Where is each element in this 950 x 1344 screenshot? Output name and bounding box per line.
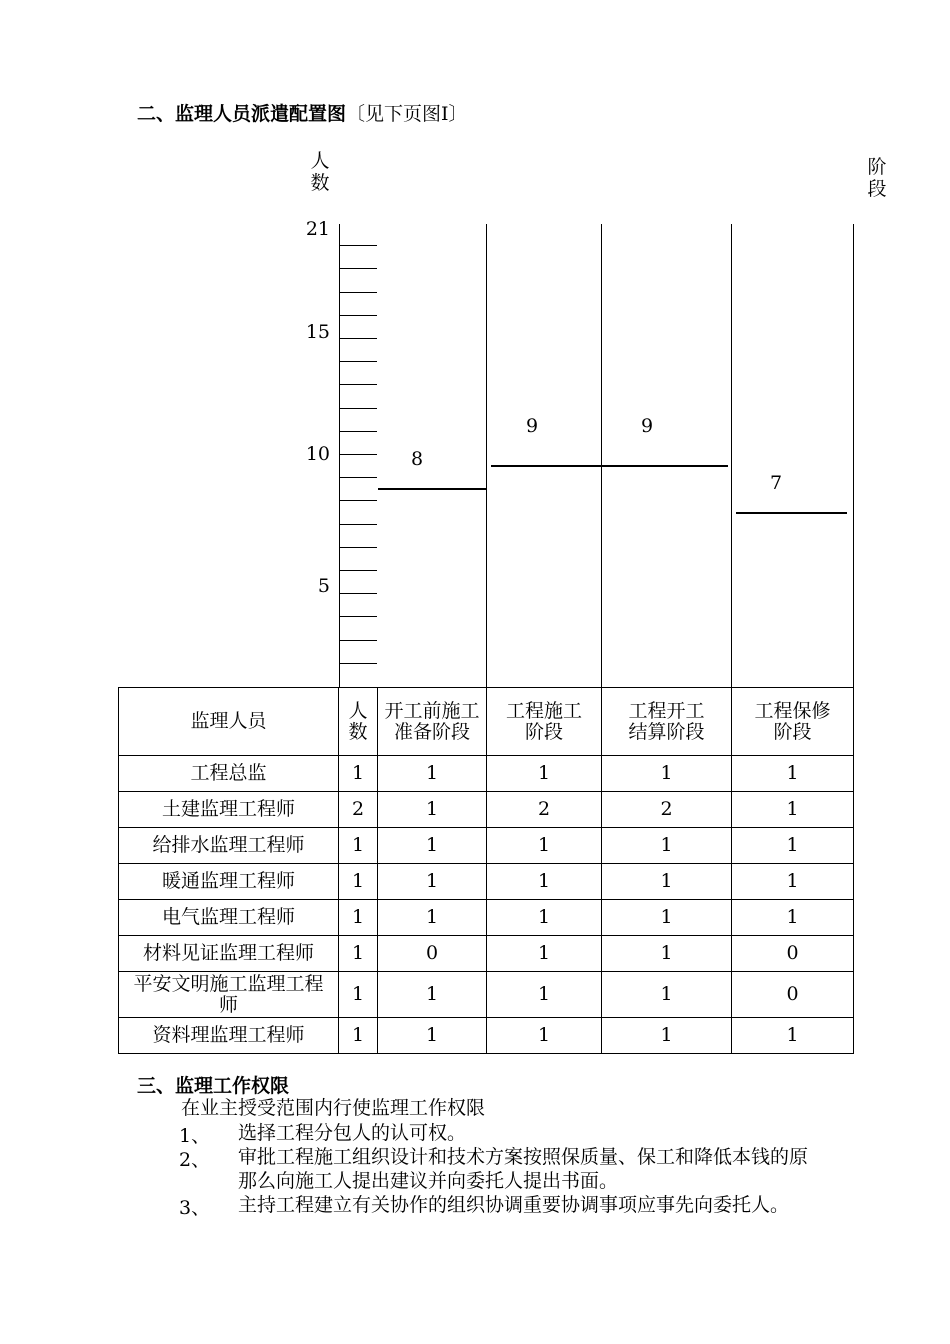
- table-cell: 1: [378, 756, 487, 792]
- table-row-role: 工程总监: [119, 756, 339, 792]
- chart-tick: [339, 593, 377, 594]
- table-cell: 1: [378, 972, 487, 1018]
- table-cell: 0: [378, 936, 487, 972]
- chart-tick-label: 5: [317, 575, 330, 597]
- table-cell: 2: [602, 792, 732, 828]
- chart-ylabel: [308, 150, 332, 194]
- chart-tick: [339, 431, 377, 432]
- chart-tick: [339, 384, 377, 385]
- chart-tick: [339, 477, 377, 478]
- table-cell: 1: [487, 1018, 602, 1054]
- table-cell: 1: [732, 900, 854, 936]
- table-row-role: 暖通监理工程师: [119, 864, 339, 900]
- table-cell: 1: [602, 900, 732, 936]
- table-header-row: [119, 688, 854, 756]
- chart-bar: [491, 465, 601, 467]
- list-item: [179, 1145, 829, 1193]
- table-row-role: 材料见证监理工程师: [119, 936, 339, 972]
- chart-data-label: 8: [410, 448, 424, 470]
- table-cell: 1: [602, 756, 732, 792]
- table-cell: 1: [378, 1018, 487, 1054]
- chart-xlabel: [865, 156, 889, 200]
- staff-table: [118, 687, 854, 1054]
- chart-tick-label: 15: [305, 321, 330, 343]
- section-heading-2-title: 二、监理人员派遣配置图: [137, 103, 347, 125]
- chart-tick: [339, 570, 377, 571]
- table-cell: 1: [339, 900, 378, 936]
- table-header-cell: 工程施工阶段: [487, 688, 602, 756]
- table-cell: 1: [339, 864, 378, 900]
- table-row: [119, 900, 854, 936]
- list-item-text: 审批工程施工组织设计和技术方案按照保质量、保工和降低本钱的原那么向施工人提出建议并向委托人提出书面。: [238, 1146, 809, 1192]
- table-row-role: 土建监理工程师: [119, 792, 339, 828]
- chart-ylabel-text: 人数: [310, 150, 330, 194]
- chart-divider-line: [601, 224, 602, 688]
- table-cell: 1: [602, 936, 732, 972]
- table-cell: 1: [378, 828, 487, 864]
- list-item-text: 主持工程建立有关协作的组织协调重要协调事项应事先向委托人。: [238, 1194, 790, 1216]
- table-row: [119, 1018, 854, 1054]
- table-cell: 1: [732, 1018, 854, 1054]
- table-cell: 0: [732, 936, 854, 972]
- table-cell: 1: [339, 1018, 378, 1054]
- table-row-role: 给排水监理工程师: [119, 828, 339, 864]
- table-row: [119, 792, 854, 828]
- table-cell: 1: [732, 828, 854, 864]
- chart-divider-line: [731, 224, 732, 688]
- table-header-cell: 人数: [339, 688, 378, 756]
- permission-list: [179, 1121, 829, 1241]
- list-item-number: 3、: [179, 1197, 211, 1219]
- chart-bar: [378, 488, 486, 490]
- table-cell: 1: [732, 756, 854, 792]
- chart-tick-label: 21: [305, 218, 330, 240]
- list-item-number: 2、: [179, 1149, 211, 1171]
- table-cell: 1: [602, 1018, 732, 1054]
- chart-tick: [339, 616, 377, 617]
- list-item: [179, 1193, 829, 1241]
- list-item-number: 1、: [179, 1125, 211, 1147]
- chart-tick: [339, 408, 377, 409]
- chart-divider-line: [853, 224, 854, 688]
- chart-tick-label: 10: [305, 443, 330, 465]
- table-cell: 1: [487, 756, 602, 792]
- table-cell: 1: [487, 864, 602, 900]
- table-cell: 2: [487, 792, 602, 828]
- list-item: [179, 1121, 829, 1145]
- section-heading-3: 三、监理工作权限: [137, 1075, 290, 1097]
- table-cell: 1: [339, 972, 378, 1018]
- table-cell: 1: [378, 900, 487, 936]
- chart-bar: [601, 465, 728, 467]
- table-cell: 2: [339, 792, 378, 828]
- table-cell: 1: [378, 864, 487, 900]
- list-item-text: 选择工程分包人的认可权。: [238, 1122, 467, 1144]
- table-cell: 1: [602, 828, 732, 864]
- chart-tick: [339, 292, 377, 293]
- table-body: [119, 756, 854, 1054]
- table-cell: 1: [602, 972, 732, 1018]
- chart-tick: [339, 268, 377, 269]
- chart-tick: [339, 361, 377, 362]
- chart-tick: [339, 315, 377, 316]
- chart-y-axis: [339, 224, 340, 688]
- table-row-role: 资料理监理工程师: [119, 1018, 339, 1054]
- chart-divider-line: [486, 224, 487, 688]
- table-cell: 1: [487, 828, 602, 864]
- table-row: [119, 828, 854, 864]
- table-row: [119, 864, 854, 900]
- table-header-cell: 工程保修阶段: [732, 688, 854, 756]
- chart-data-label: 9: [640, 415, 654, 437]
- chart-tick: [339, 500, 377, 501]
- section-heading-2-note: 〔见下页图Ⅰ〕: [346, 103, 468, 125]
- table-row: [119, 972, 854, 1018]
- chart-tick: [339, 524, 377, 525]
- table-header-cell: 开工前施工准备阶段: [378, 688, 487, 756]
- chart-tick: [339, 454, 377, 455]
- table-cell: 1: [378, 792, 487, 828]
- table-cell: 1: [487, 900, 602, 936]
- chart-tick: [339, 547, 377, 548]
- table-row-role: 电气监理工程师: [119, 900, 339, 936]
- chart-tick: [339, 640, 377, 641]
- table-cell: 1: [339, 936, 378, 972]
- table-cell: 1: [487, 972, 602, 1018]
- table-cell: 1: [732, 864, 854, 900]
- chart-tick: [339, 663, 377, 664]
- chart-xlabel-text: 阶段: [867, 156, 887, 200]
- table-cell: 1: [339, 828, 378, 864]
- table-cell: 1: [487, 936, 602, 972]
- table-row-role: 平安文明施工监理工程师: [119, 972, 339, 1018]
- table-cell: 1: [732, 792, 854, 828]
- chart-data-label: 7: [769, 472, 783, 494]
- table-row: [119, 756, 854, 792]
- chart-tick: [339, 338, 377, 339]
- chart-tick: [339, 245, 377, 246]
- chart-bar: [736, 512, 847, 514]
- chart-data-label: 9: [525, 415, 539, 437]
- table-cell: 0: [732, 972, 854, 1018]
- table-header-cell: 工程开工结算阶段: [602, 688, 732, 756]
- table-cell: 1: [339, 756, 378, 792]
- table-row: [119, 936, 854, 972]
- section-heading-2: [137, 99, 468, 126]
- table-header-cell: 监理人员: [119, 688, 339, 756]
- table-cell: 1: [602, 864, 732, 900]
- intro-paragraph: 在业主授受范围内行使监理工作权限: [181, 1097, 486, 1119]
